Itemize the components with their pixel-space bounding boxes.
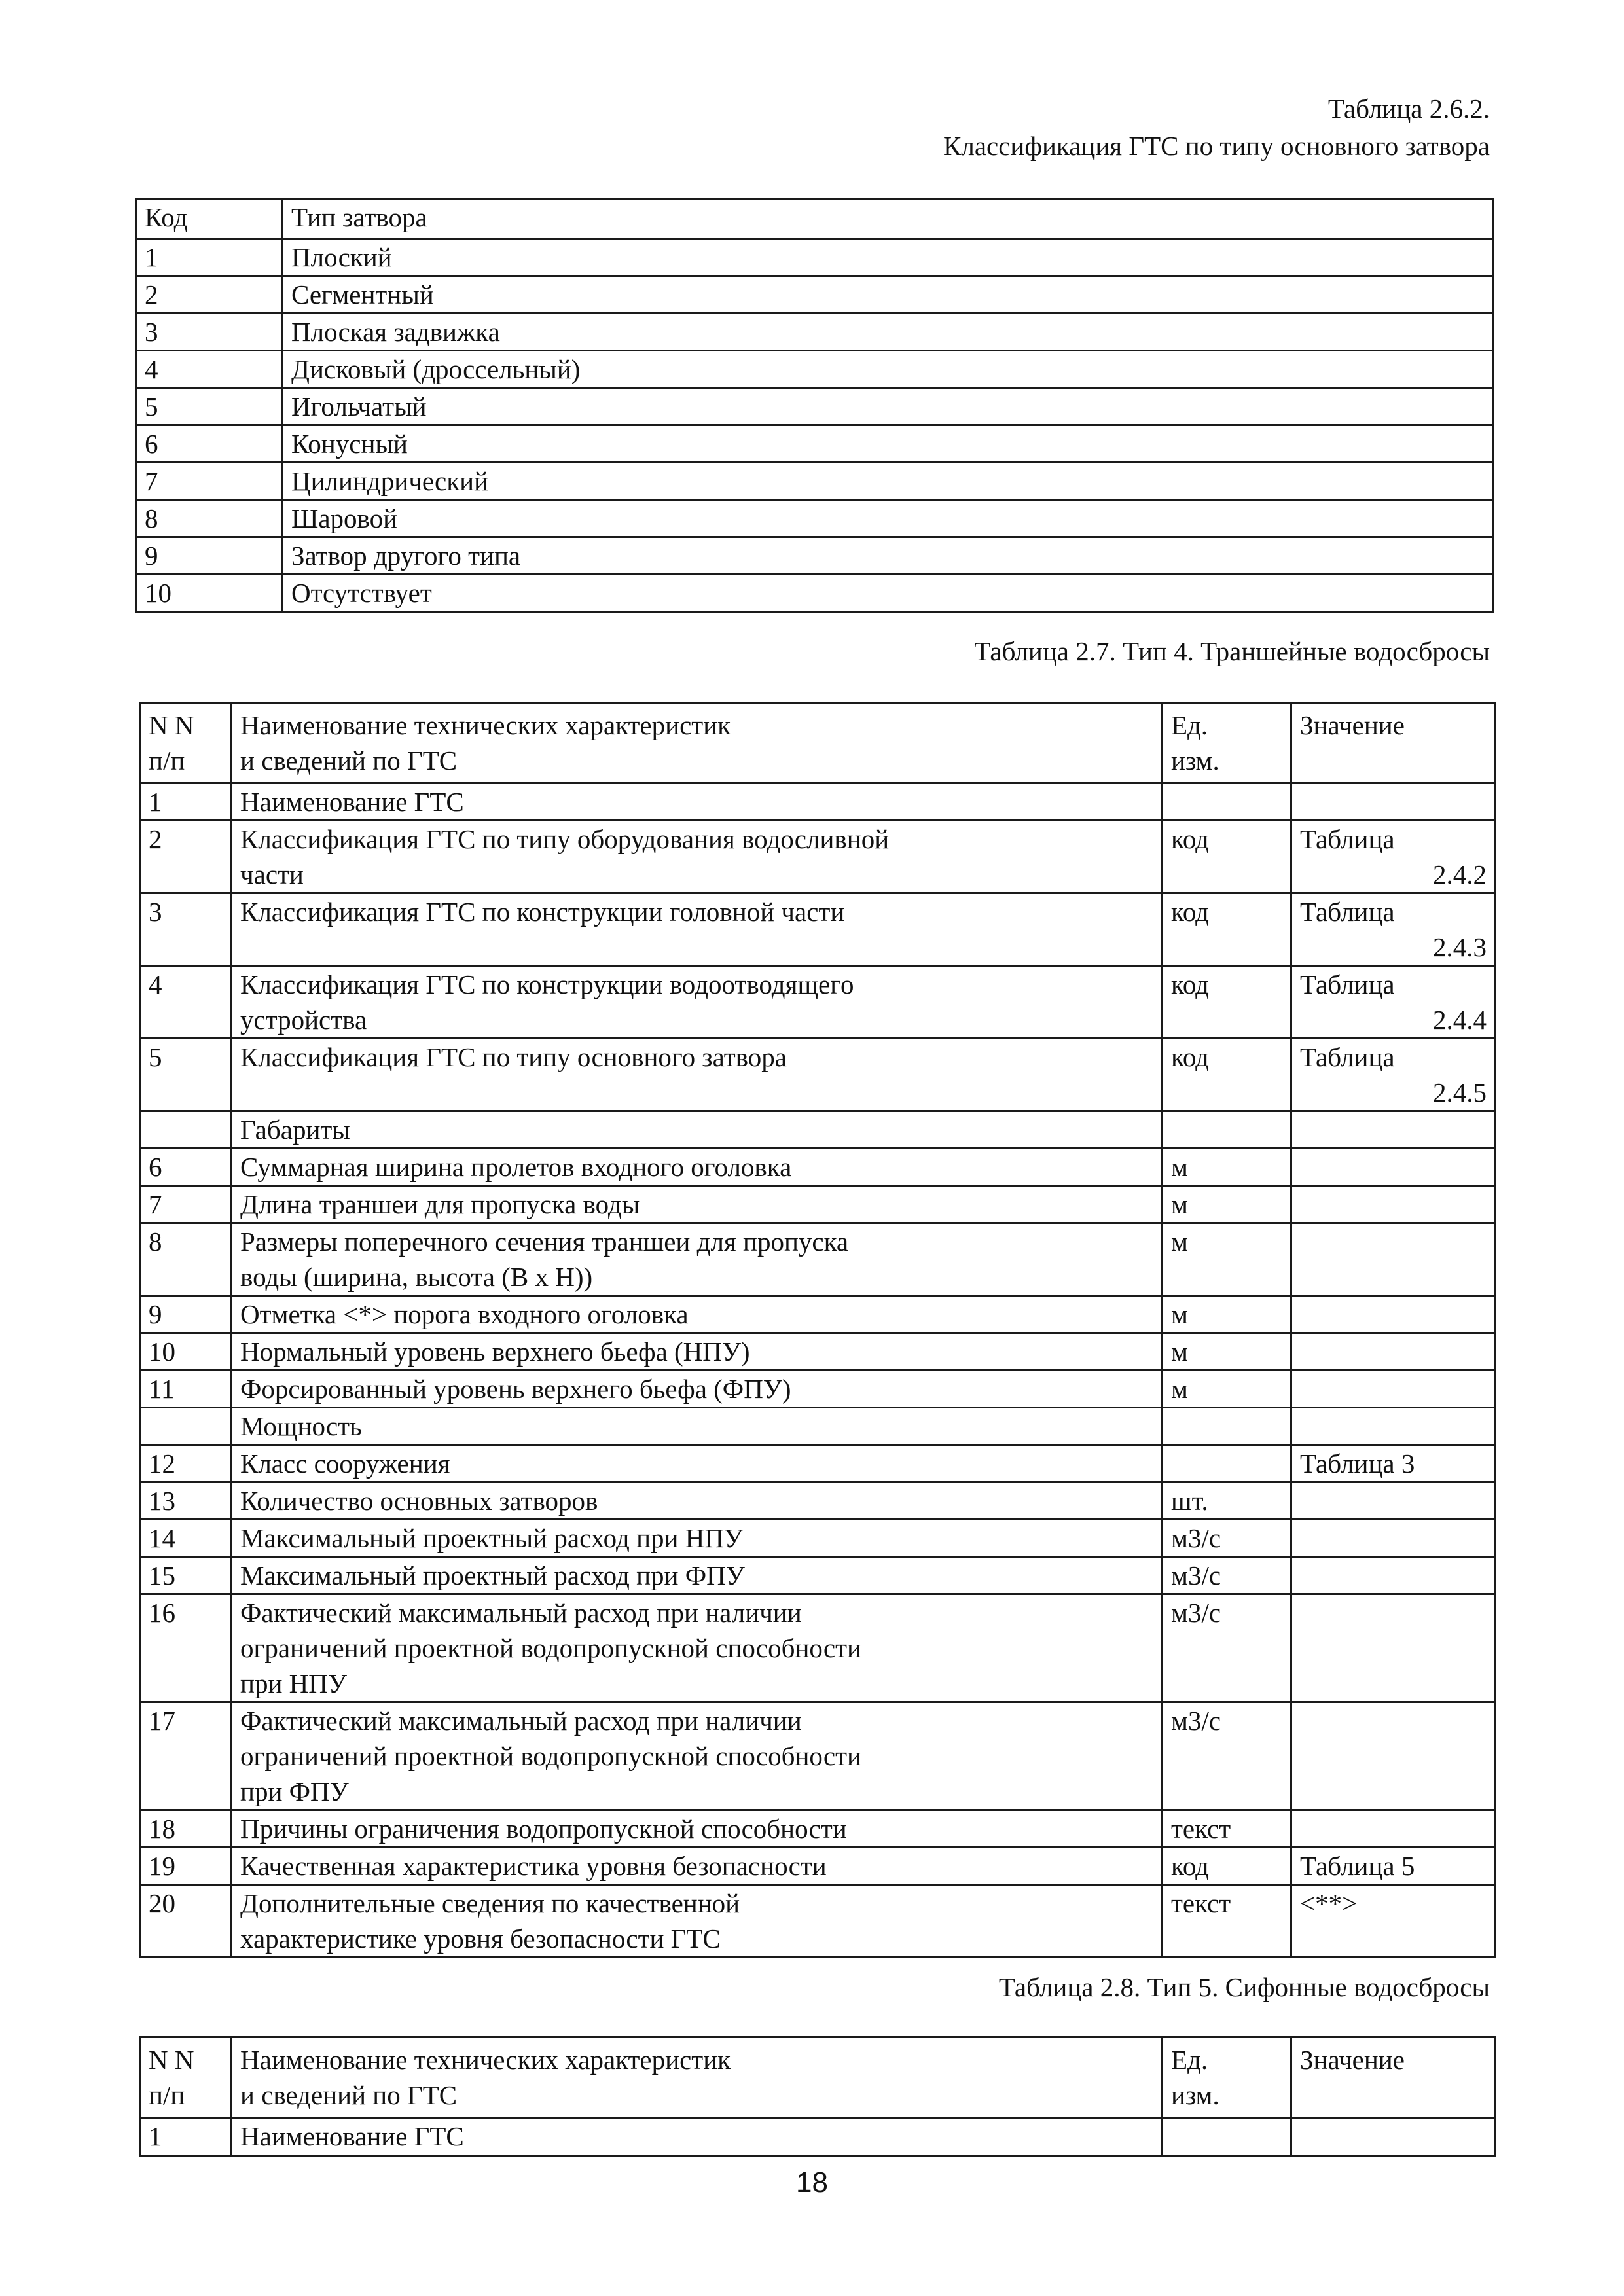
table-row	[136, 276, 1493, 314]
row-number-cell: 4	[140, 966, 232, 1039]
row-value-line1: Таблица	[1300, 969, 1395, 999]
table-row	[140, 2118, 1496, 2156]
row-value-cell	[1291, 2118, 1496, 2156]
table-row	[140, 1848, 1496, 1885]
row-name-cell: Классификация ГТС по типу оборудования водосливной части	[232, 821, 1163, 893]
row-unit-cell: код	[1163, 1039, 1291, 1111]
row-name-cell: Габариты	[232, 1111, 1163, 1149]
table-2-8-caption: Таблица 2.8. Тип 5. Сифонные водосбросы	[998, 1972, 1490, 2002]
table-row	[140, 1408, 1496, 1445]
row-unit-cell: м	[1163, 1223, 1291, 1296]
row-name-cell: Качественная характеристика уровня безопасности	[232, 1848, 1163, 1885]
code-cell: 2	[136, 276, 283, 314]
table-row	[140, 1594, 1496, 1702]
row-value-cell	[1291, 1594, 1496, 1702]
table-row	[136, 388, 1493, 425]
code-cell: 5	[136, 388, 283, 425]
table-row	[140, 1702, 1496, 1810]
table-row	[140, 1810, 1496, 1848]
row-value-cell	[1291, 1557, 1496, 1594]
table-row	[140, 893, 1496, 966]
row-number-cell	[140, 1408, 232, 1445]
row-unit-cell: м	[1163, 1333, 1291, 1371]
row-name-cell: Форсированный уровень верхнего бьефа (ФПУ)	[232, 1371, 1163, 1408]
row-name-cell: Классификация ГТС по конструкции головной части	[232, 893, 1163, 966]
row-unit-cell: шт.	[1163, 1482, 1291, 1520]
code-cell: 9	[136, 537, 283, 575]
table-row	[140, 821, 1496, 893]
table-2-6-2-caption-title: Классификация ГТС по типу основного затвора	[943, 131, 1490, 161]
row-value-cell	[1291, 1333, 1496, 1371]
gate-type-cell: Шаровой	[283, 500, 1493, 537]
row-number-cell: 13	[140, 1482, 232, 1520]
row-value-line1: Таблица	[1300, 897, 1395, 927]
row-number-cell: 2	[140, 821, 232, 893]
row-value-line1: Таблица	[1300, 1042, 1395, 1072]
row-value-line2: 2.4.2	[1433, 859, 1487, 889]
row-number-cell: 14	[140, 1520, 232, 1557]
row-value-cell	[1291, 1371, 1496, 1408]
row-value-cell	[1291, 1408, 1496, 1445]
gate-type-table	[135, 198, 1494, 613]
row-unit-cell: код	[1163, 821, 1291, 893]
table-row	[140, 1186, 1496, 1223]
code-cell: 8	[136, 500, 283, 537]
row-number-cell: 10	[140, 1333, 232, 1371]
row-value-cell	[1291, 893, 1496, 966]
header-gate-type: Тип затвора	[283, 199, 1493, 239]
code-cell: 4	[136, 351, 283, 388]
row-value-cell	[1291, 1482, 1496, 1520]
row-name-cell: Класс сооружения	[232, 1445, 1163, 1482]
table-row	[140, 1371, 1496, 1408]
table-row	[140, 966, 1496, 1039]
table-row	[140, 1885, 1496, 1958]
table-row	[136, 425, 1493, 463]
table-row	[136, 351, 1493, 388]
row-number-cell: 18	[140, 1810, 232, 1848]
row-unit-cell: м	[1163, 1186, 1291, 1223]
row-unit-cell: текст	[1163, 1885, 1291, 1958]
row-number-cell: 19	[140, 1848, 232, 1885]
row-name-cell: Классификация ГТС по конструкции водоотводящего устройства	[232, 966, 1163, 1039]
code-cell: 7	[136, 463, 283, 500]
table-row	[140, 1039, 1496, 1111]
table-row	[140, 1223, 1496, 1296]
table-row	[140, 1149, 1496, 1186]
trench-spillway-table	[139, 702, 1496, 1958]
table-row	[136, 314, 1493, 351]
row-unit-cell: код	[1163, 893, 1291, 966]
row-value-cell	[1291, 783, 1496, 821]
header-code: Код	[136, 199, 283, 239]
row-value-line1: Таблица	[1300, 824, 1395, 854]
row-value-cell	[1291, 1520, 1496, 1557]
gate-type-cell: Отсутствует	[283, 575, 1493, 612]
table-header-row	[140, 703, 1496, 783]
row-unit-cell: м3/с	[1163, 1594, 1291, 1702]
header-name: Наименование технических характеристик и сведений по ГТС	[232, 2037, 1163, 2118]
row-value-cell	[1291, 966, 1496, 1039]
row-number-cell: 16	[140, 1594, 232, 1702]
header-unit: Ед. изм.	[1163, 703, 1291, 783]
table-2-7-caption: Таблица 2.7. Тип 4. Траншейные водосбросы	[974, 636, 1490, 666]
code-cell: 1	[136, 239, 283, 276]
row-value-cell	[1291, 1445, 1496, 1482]
row-number-cell: 15	[140, 1557, 232, 1594]
row-unit-cell: м	[1163, 1296, 1291, 1333]
gate-type-cell: Конусный	[283, 425, 1493, 463]
row-value-cell	[1291, 1810, 1496, 1848]
gate-type-cell: Сегментный	[283, 276, 1493, 314]
table-header-row	[140, 2037, 1496, 2118]
header-number: N N п/п	[140, 2037, 232, 2118]
row-name-cell: Фактический максимальный расход при наличии ограничений проектной водопропускной способности при НПУ	[232, 1594, 1163, 1702]
row-unit-cell: код	[1163, 1848, 1291, 1885]
row-number-cell: 12	[140, 1445, 232, 1482]
row-value-cell	[1291, 1223, 1496, 1296]
table-row	[136, 500, 1493, 537]
row-value-cell	[1291, 1702, 1496, 1810]
row-unit-cell	[1163, 1445, 1291, 1482]
row-unit-cell: м3/с	[1163, 1520, 1291, 1557]
row-unit-cell: м3/с	[1163, 1557, 1291, 1594]
row-value-line1: Таблица 5	[1300, 1851, 1415, 1881]
row-value-line2: 2.4.4	[1433, 1005, 1487, 1035]
row-unit-cell: м3/с	[1163, 1702, 1291, 1810]
gate-type-cell: Дисковый (дроссельный)	[283, 351, 1493, 388]
row-value-cell	[1291, 1885, 1496, 1958]
row-name-cell: Наименование ГТС	[232, 783, 1163, 821]
table-row	[140, 1520, 1496, 1557]
row-value-cell	[1291, 1296, 1496, 1333]
row-number-cell: 5	[140, 1039, 232, 1111]
row-name-cell: Дополнительные сведения по качественной характеристике уровня безопасности ГТС	[232, 1885, 1163, 1958]
row-number-cell: 1	[140, 2118, 232, 2156]
gate-type-cell: Плоская задвижка	[283, 314, 1493, 351]
row-number-cell: 3	[140, 893, 232, 966]
row-unit-cell: код	[1163, 966, 1291, 1039]
header-number: N N п/п	[140, 703, 232, 783]
table-header-row	[136, 199, 1493, 239]
row-name-cell: Суммарная ширина пролетов входного оголовка	[232, 1149, 1163, 1186]
gate-type-cell: Затвор другого типа	[283, 537, 1493, 575]
table-row	[140, 1482, 1496, 1520]
row-name-cell: Максимальный проектный расход при НПУ	[232, 1520, 1163, 1557]
code-cell: 10	[136, 575, 283, 612]
table-row	[140, 1557, 1496, 1594]
row-name-cell: Размеры поперечного сечения траншеи для пропуска воды (ширина, высота (В х Н))	[232, 1223, 1163, 1296]
row-value-line1: <**>	[1300, 1888, 1358, 1918]
row-number-cell: 6	[140, 1149, 232, 1186]
table-row	[136, 575, 1493, 612]
gate-type-cell: Плоский	[283, 239, 1493, 276]
row-unit-cell	[1163, 1408, 1291, 1445]
header-value: Значение	[1291, 2037, 1496, 2118]
row-name-cell: Отметка <*> порога входного оголовка	[232, 1296, 1163, 1333]
row-name-cell: Количество основных затворов	[232, 1482, 1163, 1520]
row-number-cell	[140, 1111, 232, 1149]
row-number-cell: 8	[140, 1223, 232, 1296]
row-value-cell	[1291, 1149, 1496, 1186]
page-number: 18	[796, 2166, 828, 2198]
row-number-cell: 9	[140, 1296, 232, 1333]
code-cell: 6	[136, 425, 283, 463]
siphon-spillway-table	[139, 2036, 1496, 2157]
row-number-cell: 7	[140, 1186, 232, 1223]
table-row	[140, 783, 1496, 821]
table-row	[136, 537, 1493, 575]
row-name-cell: Нормальный уровень верхнего бьефа (НПУ)	[232, 1333, 1163, 1371]
row-unit-cell	[1163, 783, 1291, 821]
row-name-cell: Классификация ГТС по типу основного затвора	[232, 1039, 1163, 1111]
row-unit-cell: м	[1163, 1371, 1291, 1408]
table-2-6-2-caption-number: Таблица 2.6.2.	[1327, 94, 1490, 124]
code-cell: 3	[136, 314, 283, 351]
row-unit-cell	[1163, 2118, 1291, 2156]
row-value-cell	[1291, 1848, 1496, 1885]
row-name-cell: Мощность	[232, 1408, 1163, 1445]
row-name-cell: Длина траншеи для пропуска воды	[232, 1186, 1163, 1223]
row-name-cell: Максимальный проектный расход при ФПУ	[232, 1557, 1163, 1594]
row-value-line2: 2.4.3	[1433, 932, 1487, 962]
row-name-cell: Фактический максимальный расход при наличии ограничений проектной водопропускной способности при ФПУ	[232, 1702, 1163, 1810]
row-number-cell: 20	[140, 1885, 232, 1958]
row-value-cell	[1291, 1039, 1496, 1111]
row-value-cell	[1291, 1186, 1496, 1223]
row-value-cell	[1291, 1111, 1496, 1149]
row-unit-cell	[1163, 1111, 1291, 1149]
header-name: Наименование технических характеристик и сведений по ГТС	[232, 703, 1163, 783]
header-unit: Ед. изм.	[1163, 2037, 1291, 2118]
gate-type-cell: Игольчатый	[283, 388, 1493, 425]
row-number-cell: 1	[140, 783, 232, 821]
row-number-cell: 17	[140, 1702, 232, 1810]
row-name-cell: Наименование ГТС	[232, 2118, 1163, 2156]
row-number-cell: 11	[140, 1371, 232, 1408]
row-unit-cell: текст	[1163, 1810, 1291, 1848]
row-value-cell	[1291, 821, 1496, 893]
table-row	[140, 1296, 1496, 1333]
table-row	[140, 1333, 1496, 1371]
row-unit-cell: м	[1163, 1149, 1291, 1186]
table-row	[140, 1111, 1496, 1149]
row-name-cell: Причины ограничения водопропускной способности	[232, 1810, 1163, 1848]
gate-type-cell: Цилиндрический	[283, 463, 1493, 500]
header-value: Значение	[1291, 703, 1496, 783]
table-row	[136, 463, 1493, 500]
row-value-line2: 2.4.5	[1433, 1077, 1487, 1107]
table-row	[136, 239, 1493, 276]
row-value-line1: Таблица 3	[1300, 1448, 1415, 1479]
table-row	[140, 1445, 1496, 1482]
